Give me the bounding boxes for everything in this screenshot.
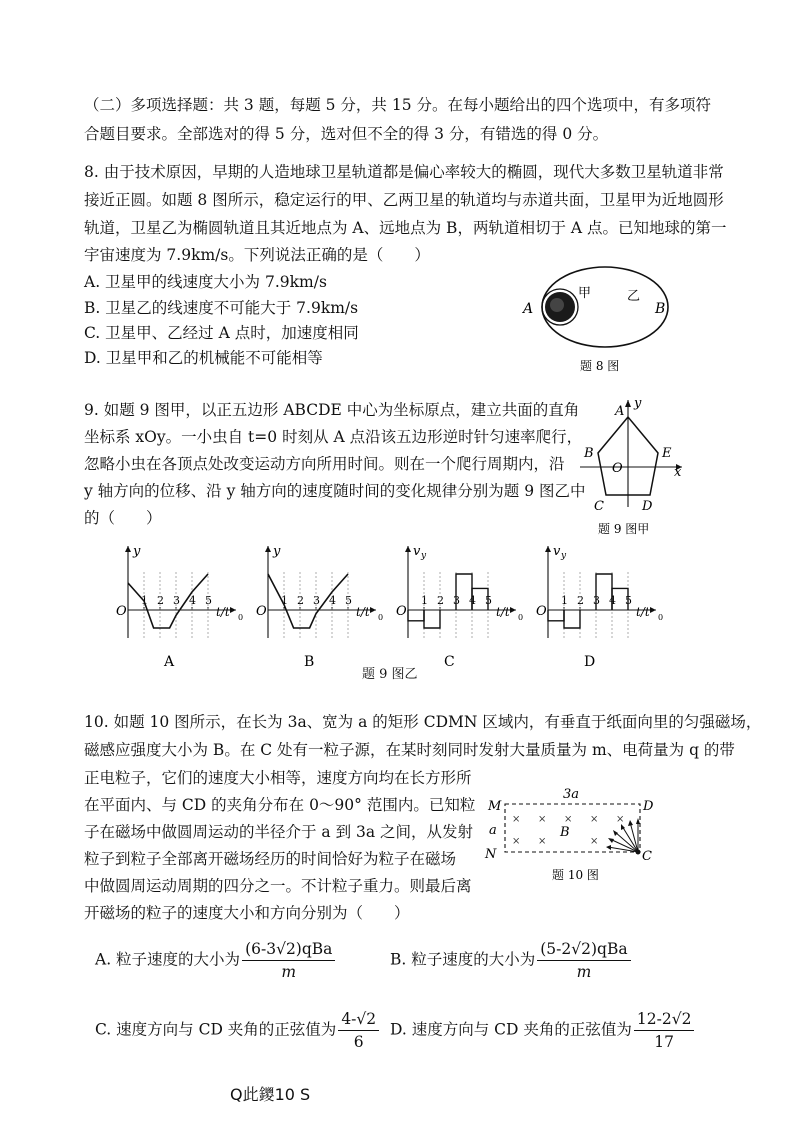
- q10-option-b-fraction: $\frac{\text{(5-2√2)qBa}}{m}$: [537, 938, 630, 983]
- graph-b-ylabel: y: [273, 544, 281, 559]
- q10-option-a-label: A. 粒子速度的大小为: [95, 950, 241, 969]
- field-rectangle: [505, 804, 640, 852]
- q10-option-d[interactable]: [390, 1008, 696, 1053]
- graph-d-step-0: [548, 610, 564, 621]
- label-a: A: [523, 301, 534, 317]
- svg-text:×: ×: [538, 814, 547, 825]
- graph-b-curve: [268, 574, 348, 628]
- q10-option-c-fraction: $\frac{4-√2}{6}$: [338, 1008, 379, 1053]
- graph-c-tick-2: 2: [437, 594, 444, 607]
- label-yi: 乙: [627, 289, 641, 304]
- graph-d-tick-4: 4: [609, 594, 616, 607]
- pentagon-label-e: E: [662, 446, 672, 461]
- svg-text:×: ×: [538, 836, 547, 847]
- svg-text:×: ×: [512, 836, 521, 847]
- graph-b-tick-2: 2: [297, 594, 304, 607]
- q10-text-line4: 在平面内、与 CD 的夹角分布在 0～90° 范围内。已知粒: [84, 796, 476, 814]
- label-b: B: [655, 301, 666, 317]
- graph-d-taxis-label: t/t: [636, 605, 650, 619]
- graph-b-tick-4: 4: [329, 594, 336, 607]
- q9-figure-yi-caption: 题 9 图乙: [362, 667, 418, 682]
- q10-figure-caption: 题 10 图: [552, 868, 599, 882]
- pentagon-label-a: A: [615, 404, 625, 419]
- graph-c-taxis-sub: 0: [518, 613, 524, 622]
- graph-c-letter: C: [444, 654, 455, 670]
- graph-c-tick-1: 1: [421, 594, 428, 607]
- graph-d-tick-3: 3: [593, 594, 600, 607]
- pentagon-label-o: O: [612, 461, 623, 476]
- graph-a-tick-4: 4: [189, 594, 196, 607]
- q10-text-line7: 中做圆周运动周期的四分之一。不计粒子重力。则最后离: [84, 877, 472, 895]
- label-a-side: a: [489, 823, 497, 838]
- pentagon-label-b: B: [584, 446, 594, 461]
- q10-option-b[interactable]: [390, 938, 633, 983]
- q9-pentagon-figure: [570, 395, 690, 540]
- graph-c-tick-4: 4: [469, 594, 476, 607]
- graph-d-tick-2: 2: [577, 594, 584, 607]
- graph-d-ylabel-sub: y: [561, 551, 567, 561]
- q8-option-a[interactable]: A. 卫星甲的线速度大小为 7.9km/s: [84, 273, 327, 291]
- section-header-line2: 合题目要求。全部选对的得 5 分，选对但不全的得 3 分，有错选的得 0 分。: [84, 125, 609, 143]
- q8-text-line2: 接近正圆。如题 8 图所示，稳定运行的甲、乙两卫星的轨道均与赤道共面，卫星甲为近地圆形: [84, 191, 724, 209]
- label-3a: 3a: [563, 787, 580, 802]
- label-field-b: B: [560, 825, 570, 840]
- graph-b-tick-5: 5: [345, 594, 352, 607]
- label-m: M: [488, 799, 502, 814]
- q8-orbit-figure: [515, 262, 680, 377]
- svg-text:×: ×: [616, 814, 625, 825]
- graph-c-ylabel: v: [413, 544, 421, 559]
- graph-a-tick-3: 3: [173, 594, 180, 607]
- q10-text-line2: 磁感应强度大小为 B。在 C 处有一粒子源，在某时刻同时发射大量质量为 m、电荷量为 q 的带: [84, 741, 735, 759]
- graph-a-origin-label: O: [116, 604, 127, 619]
- graph-b-taxis-label: t/t: [356, 605, 370, 619]
- q10-text-line6: 粒子到粒子全部离开磁场经历的时间恰好为粒子在磁场: [84, 850, 457, 868]
- graph-d-origin-label: O: [536, 604, 547, 619]
- graph-c-origin-label: O: [396, 604, 407, 619]
- q10-option-a-fraction: $\frac{\text{(6-3√2)qBa}}{m}$: [242, 938, 335, 983]
- graph-b-taxis-sub: 0: [378, 613, 384, 622]
- axis-label-y: y: [634, 396, 642, 411]
- graph-a-tick-5: 5: [205, 594, 212, 607]
- q10-field-figure: [480, 782, 670, 884]
- svg-text:×: ×: [564, 814, 573, 825]
- q10-option-b-label: B. 粒子速度的大小为: [390, 950, 536, 969]
- graph-a-tick-1: 1: [141, 594, 148, 607]
- graph-d-letter: D: [584, 654, 596, 670]
- graph-b-tick-1: 1: [281, 594, 288, 607]
- label-c: C: [642, 849, 652, 864]
- graph-d-tick-1: 1: [561, 594, 568, 607]
- svg-text:×: ×: [512, 814, 521, 825]
- pentagon-label-d: D: [642, 499, 653, 514]
- svg-text:×: ×: [590, 836, 599, 847]
- q9-text-line5: 的（ ）: [84, 509, 162, 527]
- graph-c-step-1: [424, 610, 440, 628]
- q9-figure-jia-caption: 题 9 图甲: [598, 522, 650, 536]
- section-header-line1: （二）多项选择题：共 3 题，每题 5 分，共 15 分。在每小题给出的四个选项中，有多项符: [84, 96, 712, 114]
- pentagon-label-c: C: [594, 499, 604, 514]
- graph-a-taxis-sub: 0: [238, 613, 244, 622]
- page-footer: Q此鑁10 S: [230, 1085, 311, 1104]
- graph-a-ylabel: y: [133, 544, 141, 559]
- q10-option-d-fraction: $\frac{12-2√2}{17}$: [634, 1008, 695, 1053]
- q10-text-line1: 10. 如题 10 图所示，在长为 3a、宽为 a 的矩形 CDMN 区域内，有垂直于纸面向里的匀强磁场，: [84, 713, 762, 731]
- graph-b-origin-label: O: [256, 604, 267, 619]
- axis-label-x: x: [674, 465, 682, 480]
- graph-c-tick-3: 3: [453, 594, 460, 607]
- q10-option-a[interactable]: [95, 938, 337, 983]
- graph-d-taxis-sub: 0: [658, 613, 664, 622]
- svg-text:×: ×: [590, 814, 599, 825]
- q10-option-c[interactable]: [95, 1008, 381, 1053]
- q10-text-line5: 子在磁场中做圆周运动的半径介于 a 到 3a 之间，从发射: [84, 823, 474, 841]
- graph-c-step-0: [408, 610, 424, 621]
- q8-figure-caption: 题 8 图: [580, 359, 620, 373]
- q10-text-line8: 开磁场的粒子的速度大小和方向分别为（ ）: [84, 904, 410, 922]
- q9-text-line3: 忽略小虫在各顶点处改变运动方向所用时间。则在一个爬行周期内，沿: [84, 455, 565, 473]
- q8-option-c[interactable]: C. 卫星甲、乙经过 A 点时，加速度相同: [84, 324, 359, 342]
- graph-a-taxis-label: t/t: [216, 605, 230, 619]
- graph-b-tick-3: 3: [313, 594, 320, 607]
- q10-option-c-label: C. 速度方向与 CD 夹角的正弦值为: [95, 1020, 337, 1039]
- q8-text-line1: 8. 由于技术原因，早期的人造地球卫星轨道都是偏心率较大的椭圆，现代大多数卫星轨道非常: [84, 163, 724, 181]
- q8-text-line3: 轨道，卫星乙为椭圆轨道且其近地点为 A、远地点为 B，两轨道相切于 A 点。已知地球的第一: [84, 219, 727, 237]
- graph-a-curve: [128, 574, 208, 628]
- label-n: N: [485, 847, 497, 862]
- q10-text-line3: 正电粒子，它们的速度大小相等，速度方向均在长方形所: [84, 769, 472, 787]
- q10-option-d-label: D. 速度方向与 CD 夹角的正弦值为: [390, 1020, 632, 1039]
- label-jia: 甲: [578, 286, 592, 301]
- graph-c-tick-5: 5: [485, 594, 492, 607]
- graph-b-letter: B: [304, 654, 315, 670]
- graph-c-taxis-label: t/t: [496, 605, 510, 619]
- graph-d-tick-5: 5: [625, 594, 632, 607]
- label-d: D: [643, 799, 654, 814]
- graph-d-step-1: [564, 610, 580, 628]
- graph-a-letter: A: [164, 654, 175, 670]
- q8-text-line4: 宇宙速度为 7.9km/s。下列说法正确的是（ ）: [84, 246, 430, 264]
- q9-text-line4: y 轴方向的位移、沿 y 轴方向的速度随时间的变化规律分别为题 9 图乙中: [84, 482, 586, 500]
- graph-c-ylabel-sub: y: [421, 551, 427, 561]
- graph-a-tick-2: 2: [157, 594, 164, 607]
- q8-option-b[interactable]: B. 卫星乙的线速度不可能大于 7.9km/s: [84, 299, 359, 317]
- q9-text-line2: 坐标系 xOy。一小虫自 t=0 时刻从 A 点沿该五边形逆时针匀速率爬行，: [84, 428, 583, 446]
- q9-text-line1: 9. 如题 9 图甲，以正五边形 ABCDE 中心为坐标原点，建立共面的直角: [84, 401, 580, 419]
- q8-option-d[interactable]: D. 卫星甲和乙的机械能不可能相等: [84, 349, 323, 367]
- graph-d-ylabel: v: [553, 544, 561, 559]
